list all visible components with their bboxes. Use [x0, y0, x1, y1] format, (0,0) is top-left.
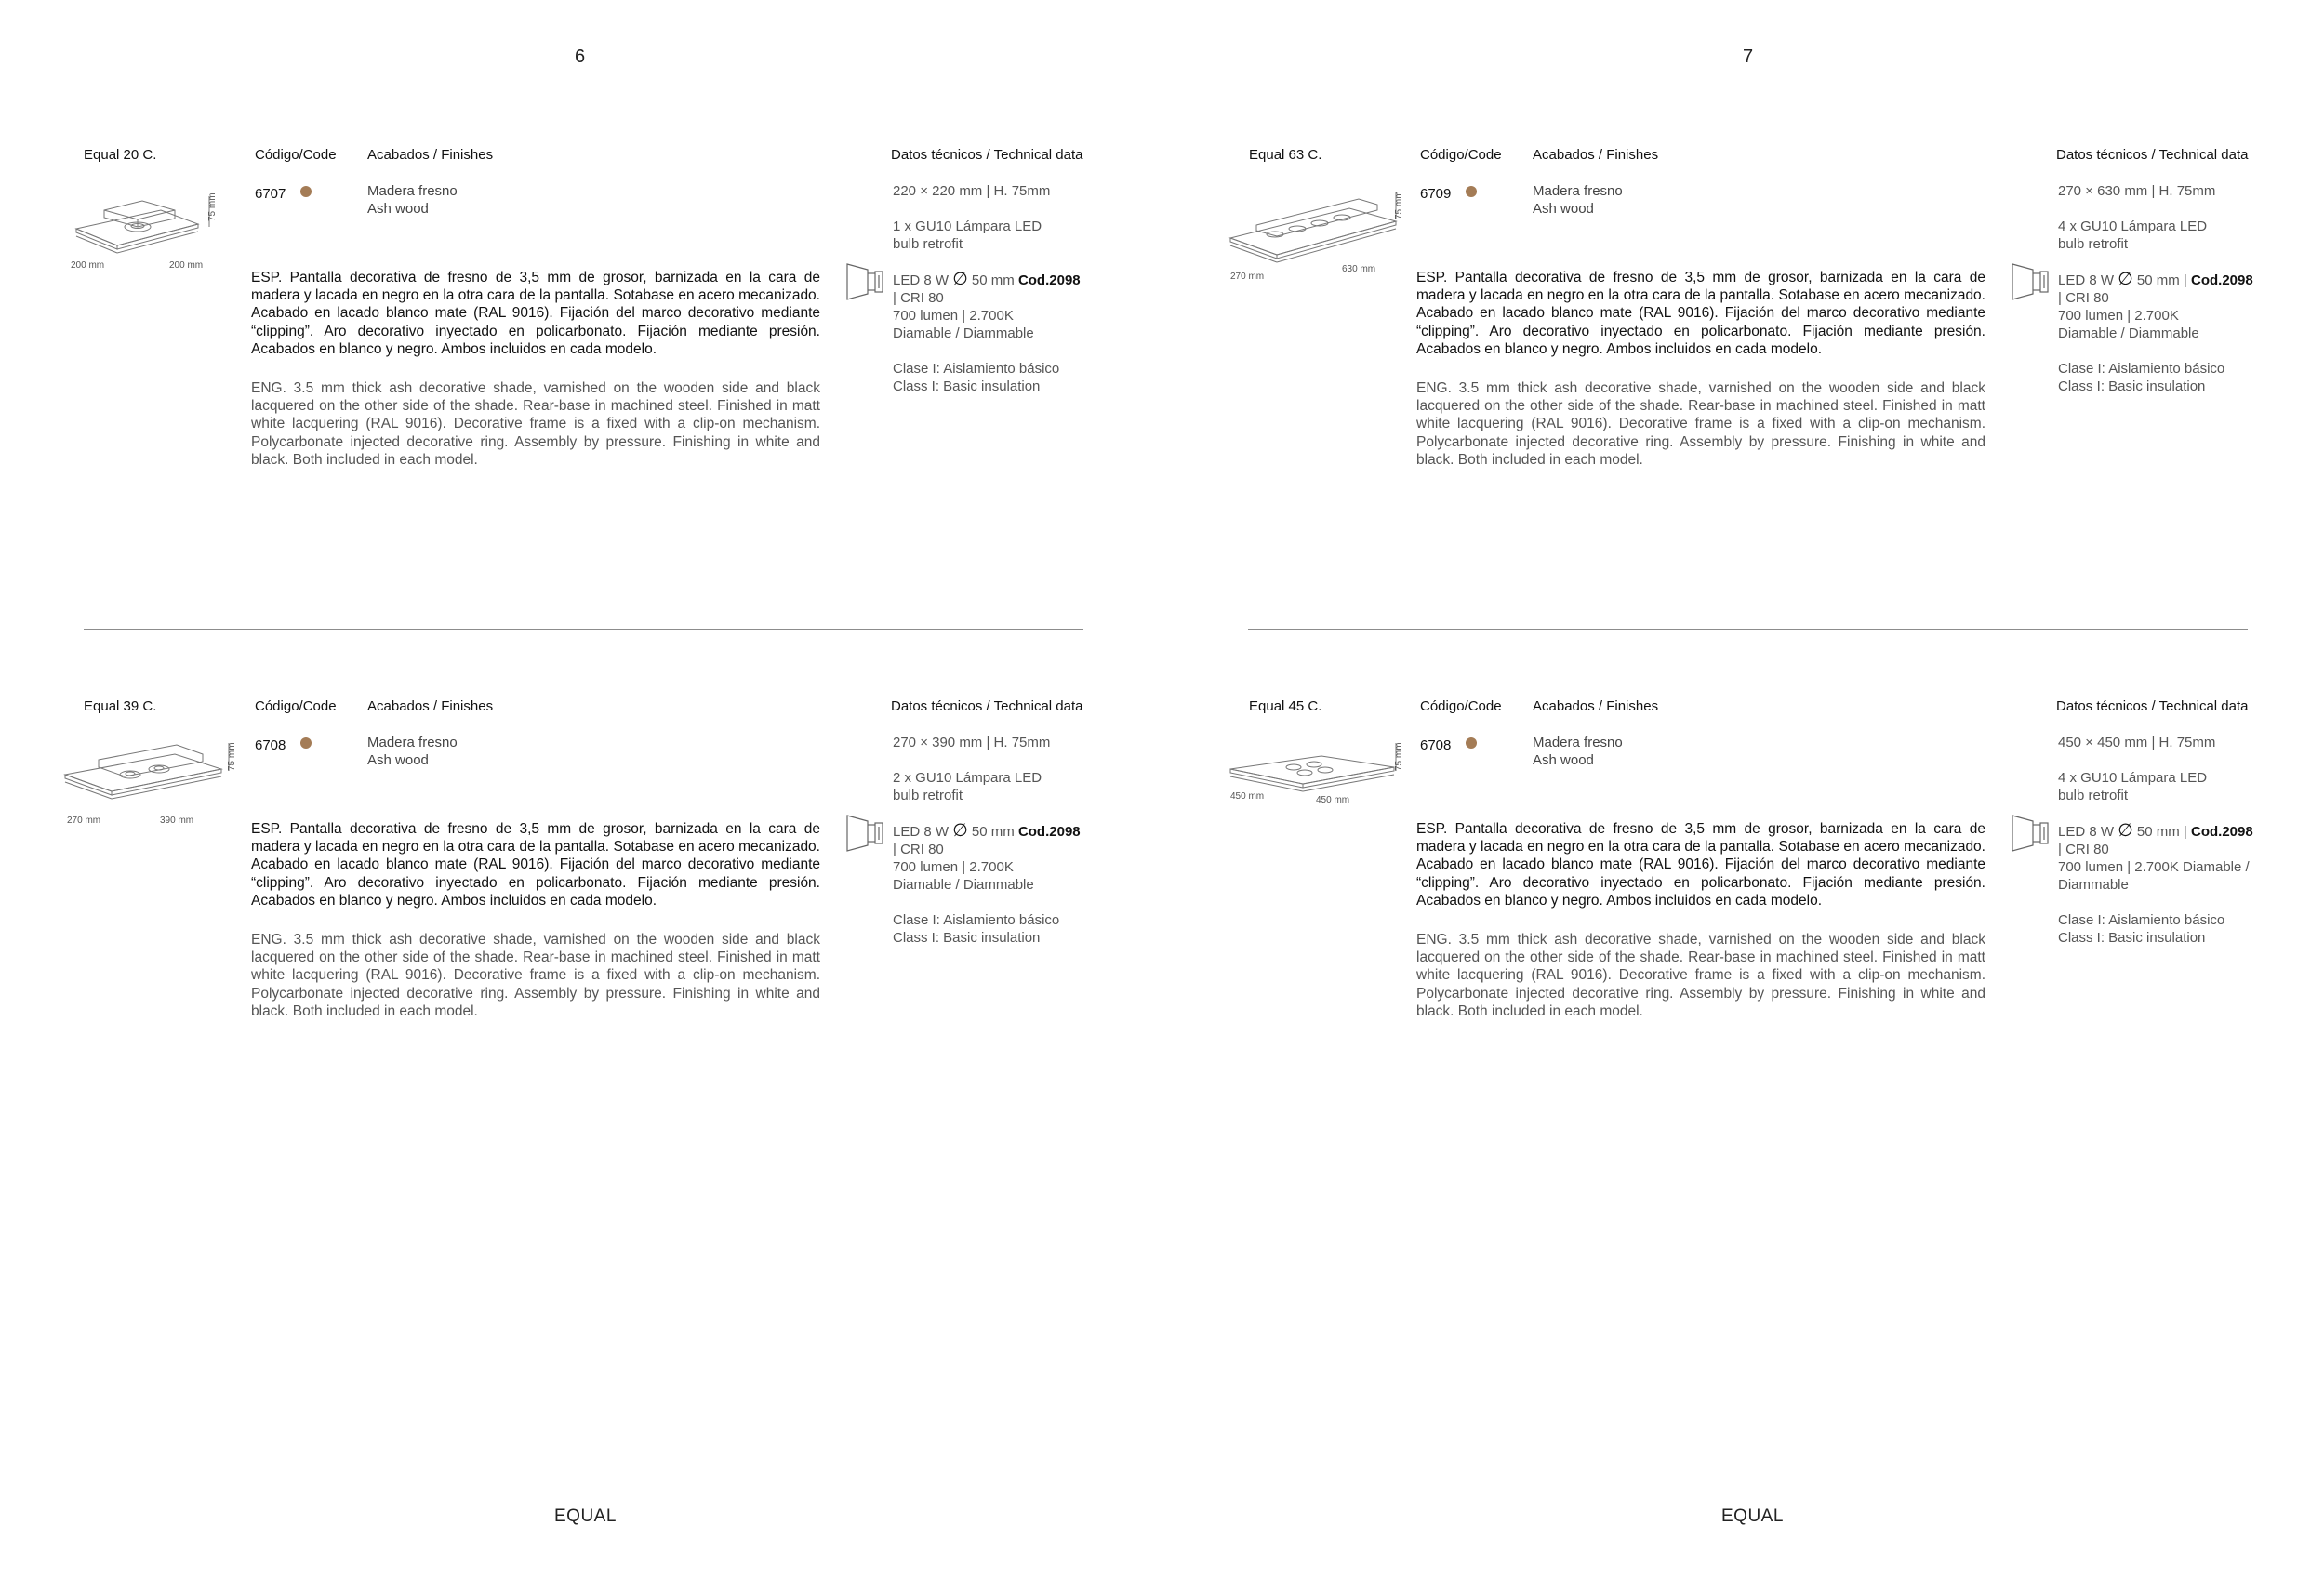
product-code: 6708 [1420, 737, 1452, 753]
diameter-icon: ∅ [952, 270, 968, 289]
tech-header: Datos técnicos / Technical data [2056, 698, 2249, 714]
tech-lamp: 4 x GU10 Lámpara LED [2058, 219, 2208, 234]
tech-size: 270 × 630 mm | H. 75mm [2058, 183, 2216, 199]
finish-swatch [1466, 186, 1477, 197]
tech-lamp-retrofit: bulb retrofit [2058, 236, 2129, 252]
code-header: Código/Code [1420, 147, 1502, 163]
dim-length: 200 mm [169, 260, 204, 271]
footer-brand: EQUAL [554, 1506, 617, 1526]
page-number: 6 [575, 46, 586, 67]
product-name: Equal 39 C. [84, 698, 157, 714]
product-name: Equal 63 C. [1249, 147, 1322, 163]
dim-length: 630 mm [1342, 264, 1376, 274]
description-spanish: ESP. Pantalla decorativa de fresno de 3,5 mm de grosor, barnizada en la cara de madera y lacada en negro en la otra cara de la pantalla. Sotabase en acero mecanizado. Acabado en lacado blanco mate (RAL 9016). Fijación del marco decorativo mediante “clipping”. Aro decorativo inyectado en policarbonato. Fijación mediante presión. Acabados en blanco y negro. Ambos incluidos en cada modelo. [251, 821, 820, 909]
tech-class-es: Clase I: Aislamiento básico [2058, 361, 2225, 377]
tech-class-en: Class I: Basic insulation [893, 930, 1041, 946]
dim-height: 75 mm [1394, 191, 1404, 219]
description-spanish: ESP. Pantalla decorativa de fresno de 3,5 mm de grosor, barnizada en la cara de madera y lacada en negro en la otra cara de la pantalla. Sotabase en acero mecanizado. Acabado en lacado blanco mate (RAL 9016). Fijación del marco decorativo mediante “clipping”. Aro decorativo inyectado en policarbonato. Fijación mediante presión. Acabados en blanco y negro. Ambos incluidos en cada modelo. [251, 270, 820, 357]
dim-length: 390 mm [160, 816, 194, 826]
page-number: 7 [1743, 46, 1754, 67]
bulb-icon [842, 262, 888, 301]
code-header: Código/Code [1420, 698, 1502, 714]
tech-dimmable: Diammable [2058, 877, 2129, 893]
tech-class-es: Clase I: Aislamiento básico [893, 361, 1060, 377]
product-drawing [1228, 182, 1405, 285]
finish-spanish: Madera fresno [367, 735, 458, 750]
product-equal-39 [0, 551, 1162, 1072]
diameter-icon: ∅ [2118, 821, 2133, 841]
page-right [1162, 0, 2324, 1579]
tech-led: LED 8 W ∅ 50 mm | Cod.2098 [2058, 270, 2253, 289]
finish-swatch [300, 737, 312, 749]
dim-length: 450 mm [1316, 795, 1350, 805]
tech-dimmable: Diamable / Diammable [2058, 325, 2199, 341]
tech-cri: | CRI 80 [893, 842, 944, 857]
dim-width: 270 mm [1230, 272, 1265, 282]
tech-header: Datos técnicos / Technical data [891, 698, 1083, 714]
product-drawing [63, 734, 240, 836]
description-spanish: ESP. Pantalla decorativa de fresno de 3,5 mm de grosor, barnizada en la cara de madera y lacada en negro en la otra cara de la pantalla. Sotabase en acero mecanizado. Acabado en lacado blanco mate (RAL 9016). Fijación del marco decorativo mediante “clipping”. Aro decorativo inyectado en policarbonato. Fijación mediante presión. Acabados en blanco y negro. Ambos incluidos en cada modelo. [1416, 821, 1985, 909]
description-english: ENG. 3.5 mm thick ash decorative shade, varnished on the wooden side and black lacquered on the other side of the shade. Rear-base in machined steel. Finished in matt white lacquering (RAL 9016). Decorative frame is a fixed with a clip-on mechanism. Polycarbonate injected decorative ring. Assembly by pressure. Finishing in white and black. Both included in each model. [1416, 932, 1985, 1019]
tech-class-en: Class I: Basic insulation [893, 378, 1041, 394]
product-drawing [63, 182, 240, 285]
technical-data [893, 182, 1153, 395]
tech-size: 450 × 450 mm | H. 75mm [2058, 735, 2216, 750]
technical-data [893, 734, 1153, 947]
tech-lumen: 700 lumen | 2.700K [2058, 308, 2179, 324]
finish-spanish: Madera fresno [367, 183, 458, 199]
finish-english: Ash wood [367, 201, 429, 217]
finish-spanish: Madera fresno [1533, 183, 1623, 199]
product-code: 6707 [255, 186, 286, 202]
finish-english: Ash wood [1533, 201, 1594, 217]
finish-spanish: Madera fresno [1533, 735, 1623, 750]
tech-cri: | CRI 80 [2058, 290, 2109, 306]
description-english: ENG. 3.5 mm thick ash decorative shade, varnished on the wooden side and black lacquered on the other side of the shade. Rear-base in machined steel. Finished in matt white lacquering (RAL 9016). Decorative frame is a fixed with a clip-on mechanism. Polycarbonate injected decorative ring. Assembly by pressure. Finishing in white and black. Both included in each model. [1416, 380, 1985, 468]
tech-class-es: Clase I: Aislamiento básico [2058, 912, 2225, 928]
bulb-icon [2007, 814, 2053, 853]
tech-cri: | CRI 80 [2058, 842, 2109, 857]
tech-dimmable: Diamable / Diammable [893, 325, 1034, 341]
finish-english: Ash wood [367, 752, 429, 768]
diameter-icon: ∅ [952, 821, 968, 841]
tech-lumen: 700 lumen | 2.700K [893, 308, 1014, 324]
dim-width: 450 mm [1230, 791, 1265, 802]
finish-swatch [300, 186, 312, 197]
product-name: Equal 45 C. [1249, 698, 1322, 714]
product-drawing [1228, 734, 1405, 836]
tech-size: 270 × 390 mm | H. 75mm [893, 735, 1051, 750]
bulb-icon [842, 814, 888, 853]
tech-lamp-retrofit: bulb retrofit [893, 788, 963, 803]
diameter-icon: ∅ [2118, 270, 2133, 289]
finish-header: Acabados / Finishes [367, 147, 494, 163]
tech-lamp-retrofit: bulb retrofit [893, 236, 963, 252]
code-header: Código/Code [255, 698, 337, 714]
product-equal-45 [1165, 551, 2324, 1072]
tech-lamp: 2 x GU10 Lámpara LED [893, 770, 1042, 786]
tech-cri: | CRI 80 [893, 290, 944, 306]
description-english: ENG. 3.5 mm thick ash decorative shade, varnished on the wooden side and black lacquered on the other side of the shade. Rear-base in machined steel. Finished in matt white lacquering (RAL 9016). Decorative frame is a fixed with a clip-on mechanism. Polycarbonate injected decorative ring. Assembly by pressure. Finishing in white and black. Both included in each model. [251, 380, 820, 468]
dim-width: 270 mm [67, 816, 101, 826]
tech-led: LED 8 W ∅ 50 mm Cod.2098 [893, 821, 1081, 841]
product-code: 6708 [255, 737, 286, 753]
code-header: Código/Code [255, 147, 337, 163]
tech-class-en: Class I: Basic insulation [2058, 378, 2206, 394]
footer-brand: EQUAL [1721, 1506, 1784, 1526]
tech-class-en: Class I: Basic insulation [2058, 930, 2206, 946]
finish-swatch [1466, 737, 1477, 749]
tech-lamp-retrofit: bulb retrofit [2058, 788, 2129, 803]
product-equal-63 [1165, 0, 2324, 521]
product-code: 6709 [1420, 186, 1452, 202]
finish-header: Acabados / Finishes [367, 698, 494, 714]
tech-dimmable: Diamable / Diammable [893, 877, 1034, 893]
dim-height: 75 mm [227, 742, 237, 771]
finish-header: Acabados / Finishes [1533, 698, 1659, 714]
description-english: ENG. 3.5 mm thick ash decorative shade, varnished on the wooden side and black lacquered on the other side of the shade. Rear-base in machined steel. Finished in matt white lacquering (RAL 9016). Decorative frame is a fixed with a clip-on mechanism. Polycarbonate injected decorative ring. Assembly by pressure. Finishing in white and black. Both included in each model. [251, 932, 820, 1019]
dim-width: 200 mm [71, 260, 105, 271]
tech-class-es: Clase I: Aislamiento básico [893, 912, 1060, 928]
tech-header: Datos técnicos / Technical data [2056, 147, 2249, 163]
tech-header: Datos técnicos / Technical data [891, 147, 1083, 163]
tech-size: 220 × 220 mm | H. 75mm [893, 183, 1051, 199]
product-equal-20 [0, 0, 1162, 521]
product-name: Equal 20 C. [84, 147, 157, 163]
description-spanish: ESP. Pantalla decorativa de fresno de 3,5 mm de grosor, barnizada en la cara de madera y lacada en negro en la otra cara de la pantalla. Sotabase en acero mecanizado. Acabado en lacado blanco mate (RAL 9016). Fijación del marco decorativo mediante “clipping”. Aro decorativo inyectado en policarbonato. Fijación mediante presión. Acabados en blanco y negro. Ambos incluidos en cada modelo. [1416, 270, 1985, 357]
technical-data [2058, 734, 2318, 947]
tech-led: LED 8 W ∅ 50 mm | Cod.2098 [2058, 821, 2253, 841]
tech-lumen: 700 lumen | 2.700K [893, 859, 1014, 875]
tech-led: LED 8 W ∅ 50 mm Cod.2098 [893, 270, 1081, 289]
finish-header: Acabados / Finishes [1533, 147, 1659, 163]
tech-lamp: 1 x GU10 Lámpara LED [893, 219, 1042, 234]
finish-english: Ash wood [1533, 752, 1594, 768]
dim-height: 75 mm [1394, 742, 1404, 771]
technical-data [2058, 182, 2318, 395]
tech-lumen: 700 lumen | 2.700K Diamable / [2058, 859, 2250, 875]
dim-height: 75 mm [207, 192, 218, 221]
tech-lamp: 4 x GU10 Lámpara LED [2058, 770, 2208, 786]
bulb-icon [2007, 262, 2053, 301]
